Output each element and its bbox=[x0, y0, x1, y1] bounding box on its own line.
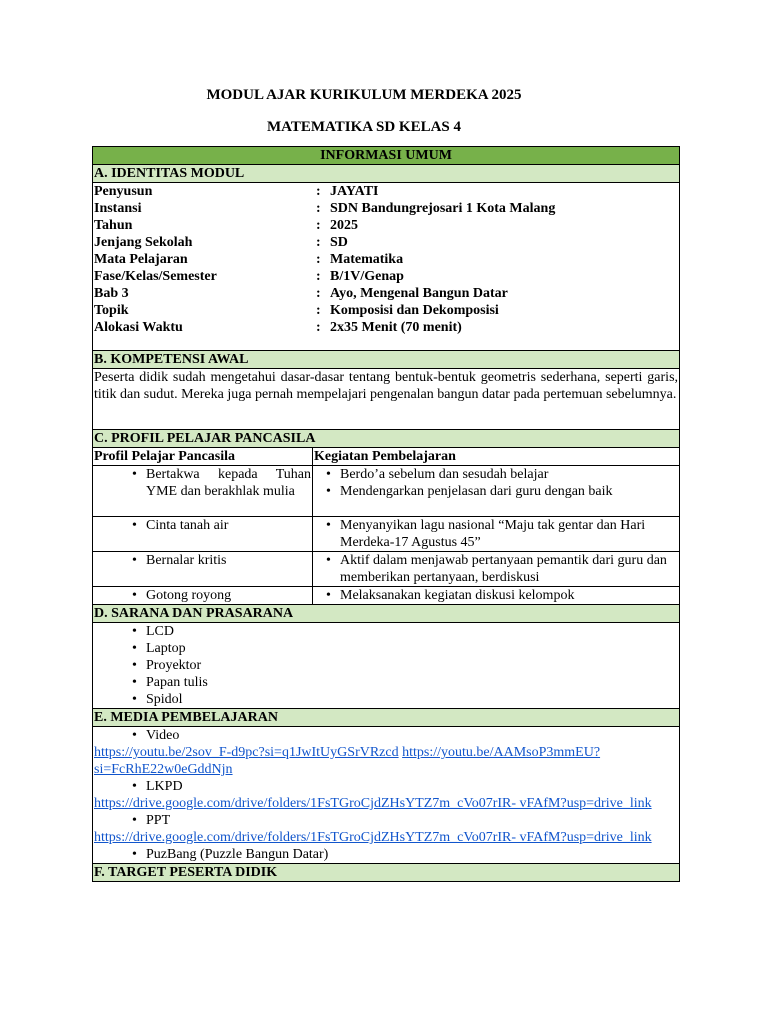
profile-list bbox=[94, 517, 311, 534]
identity-row bbox=[94, 234, 678, 251]
activity-cell bbox=[313, 552, 680, 587]
identity-colon: : bbox=[316, 269, 321, 284]
identity-colon: : bbox=[316, 252, 321, 267]
identity-value: JAYATI bbox=[330, 184, 379, 199]
media-links bbox=[94, 744, 678, 778]
profile-row bbox=[93, 517, 680, 552]
media-list bbox=[94, 778, 678, 795]
ppt-link[interactable]: https://drive.google.com/drive/folders/1FsTGroCjdZHsYTZ7m_cVo07rIR- vFAfM?usp=drive_link bbox=[94, 830, 652, 845]
media-list bbox=[94, 846, 678, 863]
facilities-cell bbox=[93, 623, 680, 709]
identity-label: Topik bbox=[94, 303, 129, 318]
media-links bbox=[94, 829, 678, 846]
identity-block bbox=[93, 183, 680, 351]
media-item-label: • LKPD bbox=[94, 778, 678, 795]
section-b-header-row bbox=[93, 351, 680, 369]
section-heading: C. PROFIL PELAJAR PANCASILA bbox=[93, 430, 680, 448]
profile-row bbox=[93, 466, 680, 517]
profile-list bbox=[94, 587, 311, 604]
identity-label: Instansi bbox=[94, 201, 142, 216]
document-title: MODUL AJAR KURIKULUM MERDEKA 2025 bbox=[206, 87, 522, 103]
profile-column-header: Profil Pelajar Pancasila bbox=[93, 448, 313, 466]
identity-label: Jenjang Sekolah bbox=[94, 235, 193, 250]
profile-list bbox=[94, 552, 311, 569]
identity-label: Fase/Kelas/Semester bbox=[94, 269, 217, 284]
media-item-label: • PPT bbox=[94, 812, 678, 829]
identity-value: B/1V/Genap bbox=[330, 269, 404, 284]
identity-row bbox=[94, 319, 678, 336]
section-heading: E. MEDIA PEMBELAJARAN bbox=[93, 709, 680, 727]
activity-item: • Menyanyikan lagu nasional “Maju tak gentar dan Hari Merdeka-17 Agustus 45” bbox=[314, 517, 678, 551]
activity-column-header: Kegiatan Pembelajaran bbox=[313, 448, 680, 466]
table-header-row bbox=[93, 147, 680, 165]
activity-cell bbox=[313, 517, 680, 552]
identity-colon: : bbox=[316, 303, 321, 318]
identity-value: 2x35 Menit (70 menit) bbox=[330, 320, 462, 335]
identity-row bbox=[94, 302, 678, 319]
identity-colon: : bbox=[316, 320, 321, 335]
identity-label: Alokasi Waktu bbox=[94, 320, 183, 335]
facilities-row bbox=[93, 623, 680, 709]
facility-item: • Laptop bbox=[94, 640, 678, 657]
media-links bbox=[94, 795, 678, 812]
identity-colon: : bbox=[316, 286, 321, 301]
media-list bbox=[94, 727, 678, 744]
identity-value: Komposisi dan Dekomposisi bbox=[330, 303, 499, 318]
facility-item: • Spidol bbox=[94, 691, 678, 708]
section-d-header-row bbox=[93, 605, 680, 623]
identity-value: 2025 bbox=[330, 218, 358, 233]
video-link-1[interactable]: https://youtu.be/2sov_F-d9pc?si=q1JwItUyGSrVRzcd bbox=[94, 745, 399, 760]
media-cell bbox=[93, 727, 680, 864]
section-heading: B. KOMPETENSI AWAL bbox=[93, 351, 680, 369]
identity-colon: : bbox=[316, 201, 321, 216]
identity-label: Mata Pelajaran bbox=[94, 252, 188, 267]
table-header: INFORMASI UMUM bbox=[93, 147, 680, 165]
identity-row bbox=[94, 285, 678, 302]
activity-item: • Berdo’a sebelum dan sesudah belajar bbox=[314, 466, 678, 483]
section-e-header-row bbox=[93, 709, 680, 727]
media-item-label: • PuzBang (Puzzle Bangun Datar) bbox=[94, 846, 678, 863]
module-table bbox=[92, 146, 680, 882]
identity-row bbox=[94, 268, 678, 285]
facility-item: • LCD bbox=[94, 623, 678, 640]
section-heading: A. IDENTITAS MODUL bbox=[93, 165, 680, 183]
profile-cell bbox=[93, 552, 313, 587]
identity-label: Tahun bbox=[94, 218, 133, 233]
facility-item: • Proyektor bbox=[94, 657, 678, 674]
facilities-list bbox=[94, 623, 678, 708]
section-heading: D. SARANA DAN PRASARANA bbox=[93, 605, 680, 623]
activity-cell bbox=[313, 587, 680, 605]
video-link-2[interactable]: https://youtu.be/AAMsoP3mmEU?si=FcRhE22w0eGddNjn bbox=[94, 745, 601, 777]
profile-item: • Gotong royong bbox=[94, 587, 311, 604]
activity-list bbox=[314, 466, 678, 500]
profile-cell bbox=[93, 587, 313, 605]
activity-item: • Melaksanakan kegiatan diskusi kelompok bbox=[314, 587, 678, 604]
identity-row bbox=[94, 183, 678, 200]
profile-item: • Cinta tanah air bbox=[94, 517, 311, 534]
identity-value: Matematika bbox=[330, 252, 404, 267]
identity-value: SD bbox=[330, 235, 348, 250]
facility-item: • Papan tulis bbox=[94, 674, 678, 691]
document-subtitle: MATEMATIKA SD KELAS 4 bbox=[266, 119, 462, 135]
identity-block-row bbox=[93, 183, 680, 351]
profile-list bbox=[94, 466, 311, 500]
media-row bbox=[93, 727, 680, 864]
section-f-header-row bbox=[93, 864, 680, 882]
activity-cell bbox=[313, 466, 680, 517]
section-a-header-row bbox=[93, 165, 680, 183]
profile-item: • Bertakwa kepada Tuhan YME dan berakhlak mulia bbox=[94, 466, 311, 500]
identity-value: Ayo, Mengenal Bangun Datar bbox=[330, 286, 508, 301]
section-c-header-row bbox=[93, 430, 680, 448]
identity-row bbox=[94, 200, 678, 217]
identity-label: Bab 3 bbox=[94, 286, 129, 301]
section-heading: F. TARGET PESERTA DIDIK bbox=[93, 864, 680, 882]
activity-item: • Mendengarkan penjelasan dari guru dengan baik bbox=[314, 483, 678, 500]
activity-list bbox=[314, 517, 678, 551]
media-list bbox=[94, 812, 678, 829]
profile-row bbox=[93, 552, 680, 587]
activity-list bbox=[314, 587, 678, 604]
media-item-label: • Video bbox=[94, 727, 678, 744]
profile-column-header-row bbox=[93, 448, 680, 466]
activity-list bbox=[314, 552, 678, 586]
profile-row bbox=[93, 587, 680, 605]
identity-row bbox=[94, 217, 678, 234]
competence-row bbox=[93, 369, 680, 430]
identity-colon: : bbox=[316, 184, 321, 199]
lkpd-link[interactable]: https://drive.google.com/drive/folders/1FsTGroCjdZHsYTZ7m_cVo07rIR- vFAfM?usp=drive_link bbox=[94, 796, 652, 811]
profile-cell bbox=[93, 517, 313, 552]
competence-text: Peserta didik sudah mengetahui dasar-dasar tentang bentuk-bentuk geometris sederhana, seperti garis, titik dan sudut. Mereka juga pernah mempelajari pengenalan bangun datar pada pertemuan sebelumnya. bbox=[93, 369, 680, 430]
identity-row bbox=[94, 251, 678, 268]
identity-colon: : bbox=[316, 218, 321, 233]
identity-value: SDN Bandungrejosari 1 Kota Malang bbox=[330, 201, 556, 216]
identity-label: Penyusun bbox=[94, 184, 153, 199]
profile-cell bbox=[93, 466, 313, 517]
activity-item: • Aktif dalam menjawab pertanyaan pemantik dari guru dan memberikan pertanyaan, berdiskusi bbox=[314, 552, 678, 586]
identity-colon: : bbox=[316, 235, 321, 250]
profile-item: • Bernalar kritis bbox=[94, 552, 311, 569]
